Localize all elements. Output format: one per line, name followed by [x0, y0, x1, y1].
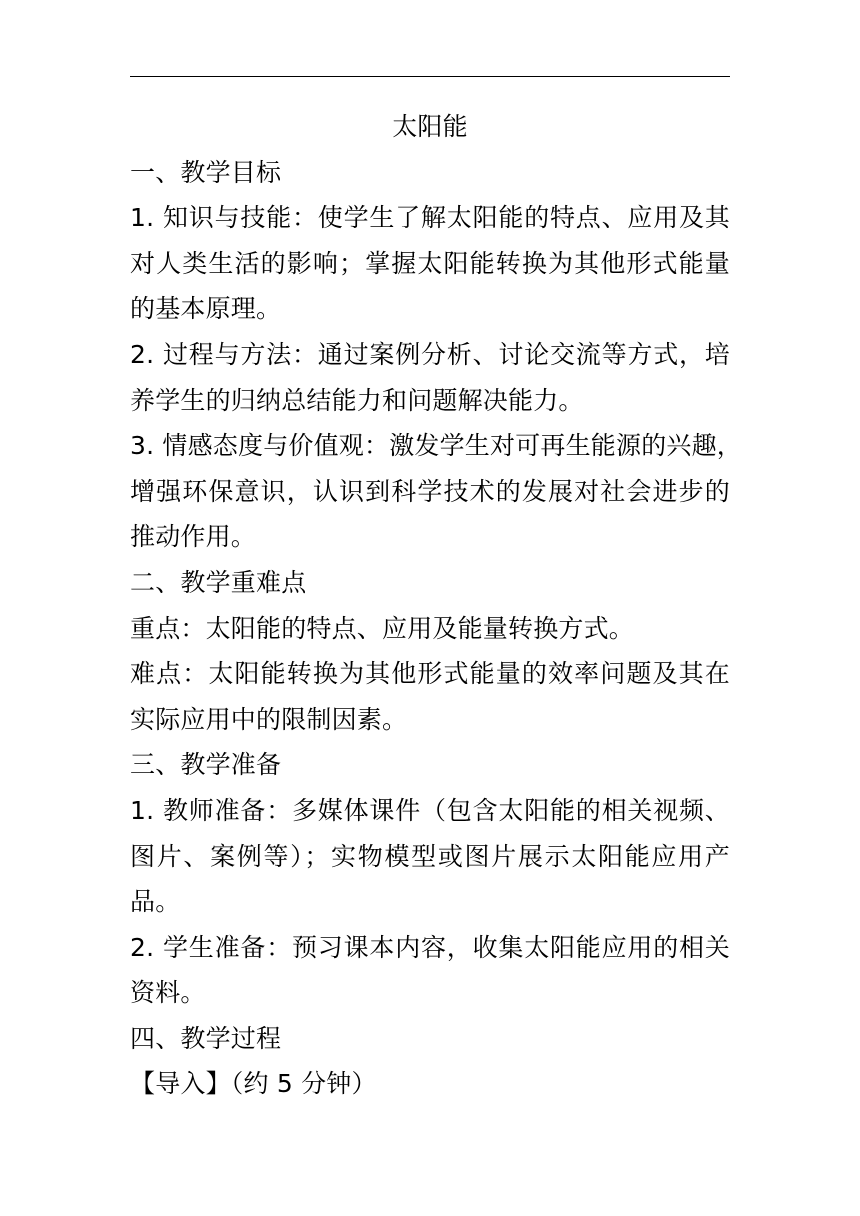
paragraph-student-preparation [130, 925, 730, 1016]
document-body [130, 104, 743, 1107]
paragraph-line: 图片、案例等）；实物模型或图片展示太阳能应用产 [130, 841, 730, 871]
paragraph-line: 品。 [130, 887, 181, 917]
paragraph-line: 实际应用中的限制因素。 [130, 704, 408, 734]
paragraph-line: 2. 过程与方法：通过案例分析、讨论交流等方式，培 [130, 339, 730, 369]
paragraph-line: 2. 学生准备：预习课本内容，收集太阳能应用的相关 [130, 932, 730, 962]
paragraph-line: 1. 教师准备：多媒体课件（包含太阳能的相关视频、 [130, 795, 730, 825]
paragraph-attitudes-values [130, 423, 743, 560]
section-heading-key-points: 二、教学重难点 [130, 567, 307, 597]
section-heading-process: 四、教学过程 [130, 1023, 282, 1053]
document-title: 太阳能 [392, 112, 468, 141]
section-heading-objectives: 一、教学目标 [130, 157, 282, 187]
paragraph-line: 的基本原理。 [130, 294, 282, 324]
paragraph-line: 增强环保意识，认识到科学技术的发展对社会进步的 [130, 476, 730, 506]
paragraph-process-methods [130, 332, 730, 423]
paragraph-line: 推动作用。 [130, 522, 257, 552]
section-heading-preparation: 三、教学准备 [130, 750, 282, 780]
paragraph-key-point [130, 606, 730, 652]
paragraph-introduction [130, 1061, 730, 1107]
paragraph-line: 1. 知识与技能：使学生了解太阳能的特点、应用及其 [130, 203, 730, 233]
paragraph-knowledge-skills [130, 195, 730, 332]
paragraph-line: 难点：太阳能转换为其他形式能量的效率问题及其在 [130, 659, 730, 689]
paragraph-line: 【导入】（约 5 分钟） [130, 1069, 377, 1099]
paragraph-teacher-preparation [130, 788, 730, 925]
paragraph-line: 重点：太阳能的特点、应用及能量转换方式。 [130, 613, 635, 643]
header-rule [130, 76, 730, 77]
paragraph-line: 养学生的归纳总结能力和问题解决能力。 [130, 385, 584, 415]
paragraph-line: 3. 情感态度与价值观：激发学生对可再生能源的兴趣， [130, 431, 743, 461]
paragraph-difficult-point [130, 651, 730, 742]
paragraph-line: 对人类生活的影响；掌握太阳能转换为其他形式能量 [130, 248, 730, 278]
paragraph-line: 资料。 [130, 978, 206, 1008]
